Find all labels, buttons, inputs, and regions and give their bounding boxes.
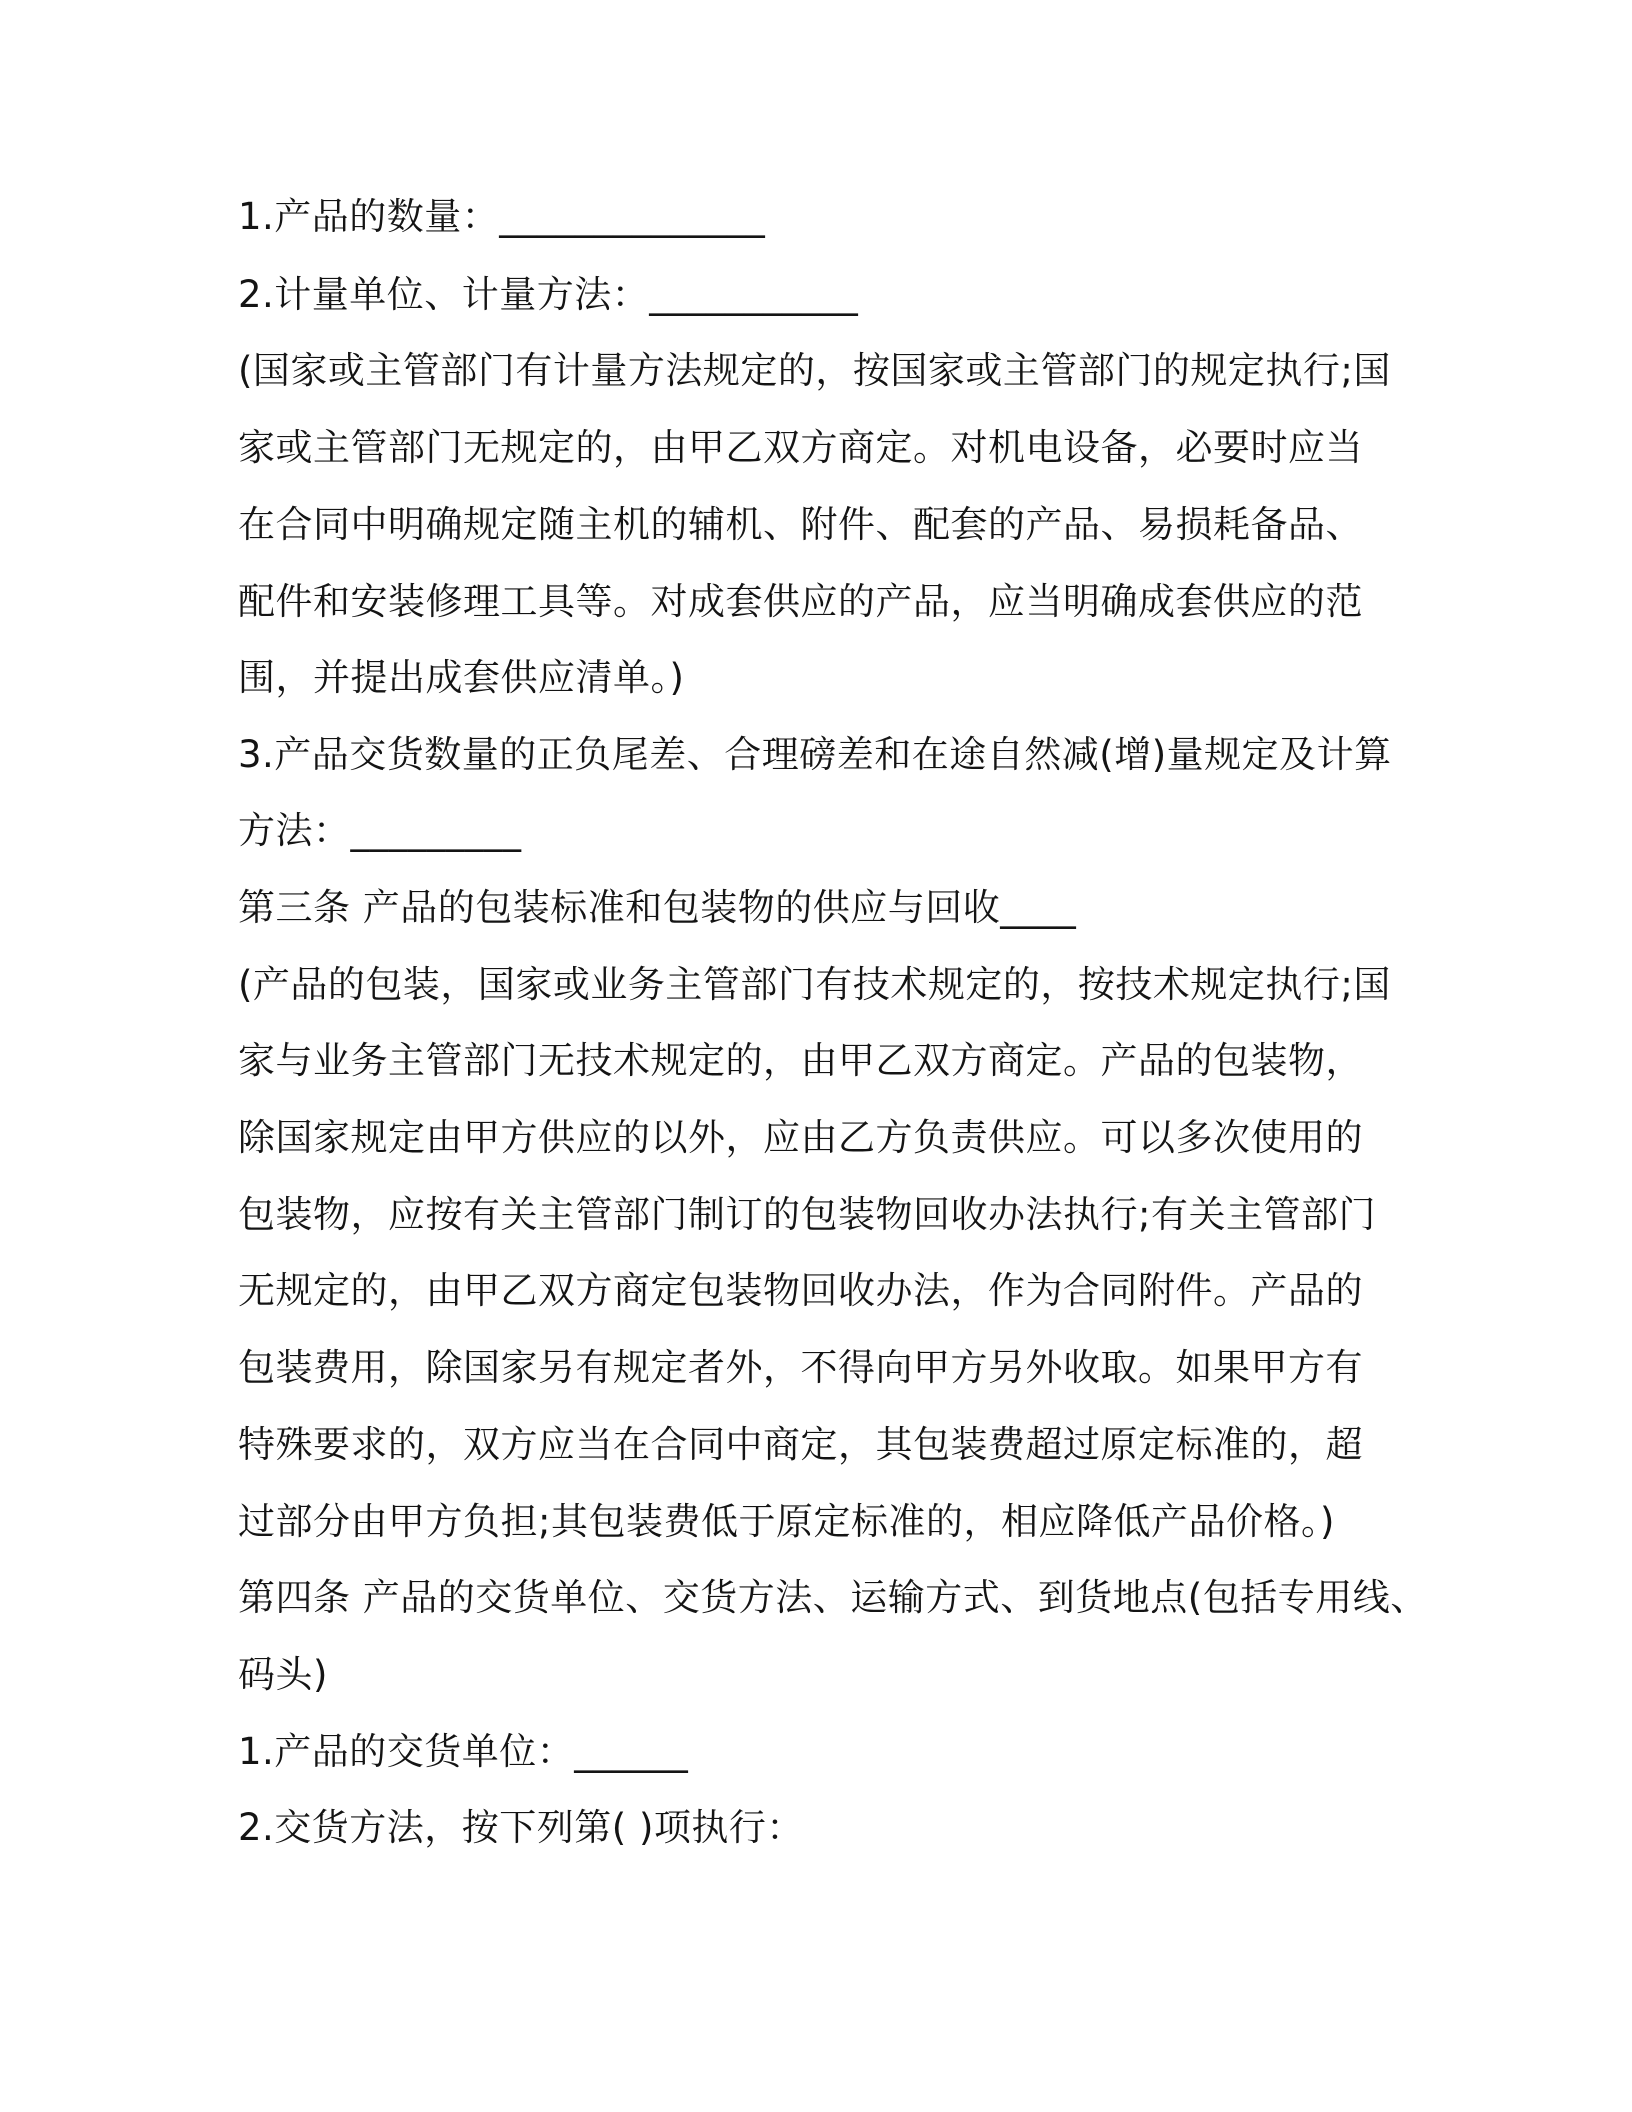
paragraph-line: 配件和安装修理工具等。对成套供应的产品，应当明确成套供应的范 — [238, 580, 1363, 623]
paragraph-line: 家与业务主管部门无技术规定的，由甲乙双方商定。产品的包装物， — [238, 1039, 1363, 1082]
paragraph-line: 特殊要求的，双方应当在合同中商定，其包装费超过原定标准的，超 — [238, 1423, 1363, 1466]
item-delivery-unit: 1.产品的交货单位：______ — [238, 1730, 689, 1773]
paragraph-line: 除国家规定由甲方供应的以外，应由乙方负责供应。可以多次使用的 — [238, 1116, 1363, 1159]
paragraph-line: 包装物，应按有关主管部门制订的包装物回收办法执行;有关主管部门 — [238, 1193, 1376, 1236]
paragraph-line: 方法：_________ — [238, 809, 522, 852]
paragraph-line: (国家或主管部门有计量方法规定的，按国家或主管部门的规定执行;国 — [238, 349, 1391, 392]
paragraph-line: 家或主管部门无规定的，由甲乙双方商定。对机电设备，必要时应当 — [238, 426, 1363, 469]
paragraph-line: 无规定的，由甲乙双方商定包装物回收办法，作为合同附件。产品的 — [238, 1269, 1363, 1312]
item-delivery-tolerance: 3.产品交货数量的正负尾差、合理磅差和在途自然减(增)量规定及计算 — [238, 733, 1392, 776]
paragraph-line: 在合同中明确规定随主机的辅机、附件、配套的产品、易损耗备品、 — [238, 503, 1363, 546]
article-four-heading: 第四条 产品的交货单位、交货方法、运输方式、到货地点(包括专用线、 — [238, 1576, 1428, 1619]
item-delivery-method: 2.交货方法，按下列第( )项执行： — [238, 1806, 804, 1849]
item-measurement-unit: 2.计量单位、计量方法：___________ — [238, 273, 859, 316]
paragraph-line: 围，并提出成套供应清单。) — [238, 656, 685, 699]
paragraph-line: 包装费用，除国家另有规定者外，不得向甲方另外收取。如果甲方有 — [238, 1346, 1363, 1389]
paragraph-line: (产品的包装，国家或业务主管部门有技术规定的，按技术规定执行;国 — [238, 963, 1391, 1006]
item-product-quantity: 1.产品的数量：______________ — [238, 195, 766, 238]
article-three-heading: 第三条 产品的包装标准和包装物的供应与回收____ — [238, 886, 1077, 929]
paragraph-line: 过部分由甲方负担;其包装费低于原定标准的，相应降低产品价格。) — [238, 1500, 1335, 1543]
paragraph-line: 码头) — [238, 1653, 328, 1696]
